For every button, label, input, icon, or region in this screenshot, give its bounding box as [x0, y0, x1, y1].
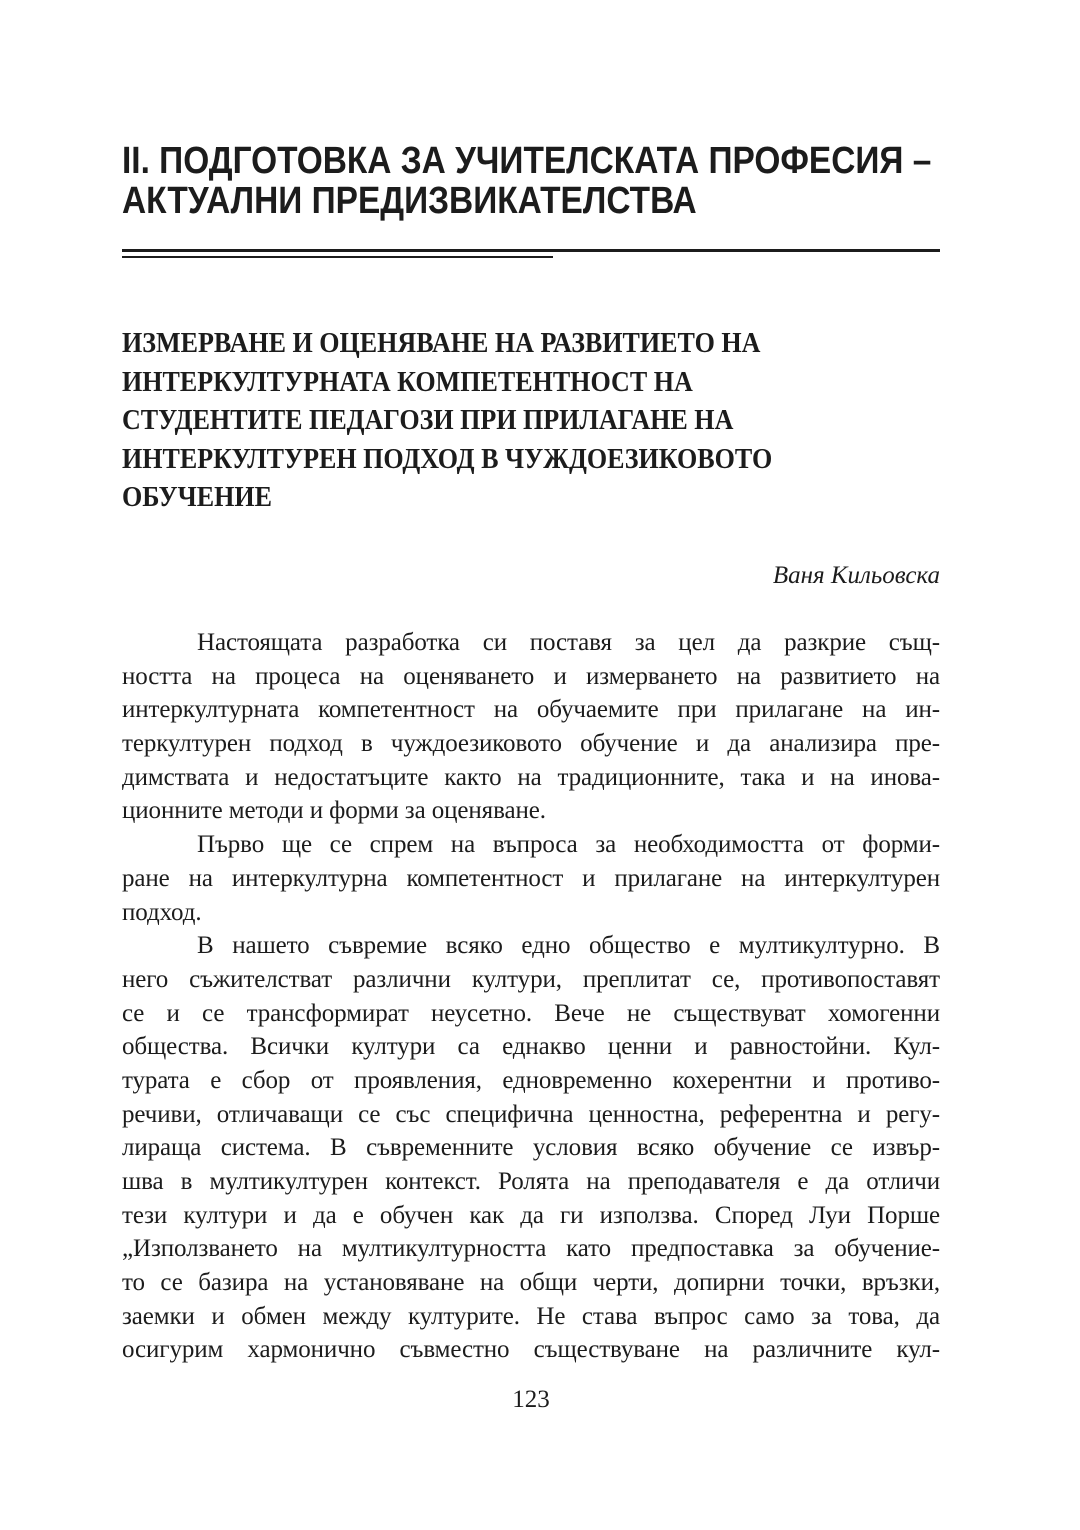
article-title-line: ИНТЕРКУЛТУРЕН ПОДХОД В ЧУЖДОЕЗИКОВОТО: [122, 443, 773, 475]
paragraph-line: лираща система. В съвременните условия всяко обучение се извър-: [122, 1134, 940, 1162]
paragraph-line: Настоящата разработка си поставя за цел да разкрие същ-: [197, 629, 940, 656]
paragraph-line: В нашето съвремие всяко едно общество е мултикултурно. В: [197, 932, 940, 960]
paragraph-line: подход.: [122, 898, 202, 926]
paragraph-line: теркултурен подход в чуждоезиковото обучение и да анализира пре-: [122, 730, 940, 758]
paragraph-line: Първо ще се спрем на въпроса за необходимостта от форми-: [197, 831, 940, 859]
paragraph-line: речиви, отличаващи се със специфична ценностна, референтна и регу-: [122, 1100, 940, 1128]
section-rule-thin: [122, 256, 553, 258]
paragraph-line: общества. Всички култури са еднакво ценни и равностойни. Кул-: [122, 1033, 940, 1061]
article-body: [122, 626, 940, 1367]
paragraph-3: [122, 929, 940, 1367]
paragraph-line: турата е сбор от проявления, едновременно кохерентни и противо-: [122, 1066, 940, 1094]
paragraph-line: „Използването на мултикултурността като предпоставка за обучение-: [122, 1235, 940, 1263]
article-title: [122, 325, 940, 518]
paragraph-line: осигурим хармонично съвместно съществуване на различните кул-: [122, 1336, 940, 1364]
paragraph-line: се и се трансформират неусетно. Вече не съществуват хомогенни: [122, 999, 940, 1027]
paragraph-line: заемки и обмен между културите. Не става въпрос само за това, да: [122, 1302, 940, 1330]
paragraph-line: димствата и недостатъците както на традиционните, така и на инова-: [122, 763, 940, 791]
section-heading-line: II. ПОДГОТОВКА ЗА УЧИТЕЛСКАТА ПРОФЕСИЯ –: [122, 140, 932, 182]
section-heading-line: АКТУАЛНИ ПРЕДИЗВИКАТЕЛСТВА: [122, 180, 697, 222]
article-title-line: ОБУЧЕНИЕ: [122, 482, 273, 513]
paragraph-line: шва в мултикултурен контекст. Ролята на преподавателя е да отличи: [122, 1168, 940, 1195]
paragraph-2: [122, 828, 940, 929]
paragraph-line: то се базира на установяване на общи черти, допирни точки, връзки,: [122, 1269, 940, 1297]
paragraph-line: ността на процеса на оценяването и измерването на развитието на: [122, 662, 940, 690]
article-title-line: ИНТЕРКУЛТУРНАТА КОМПЕТЕНТНОСТ НА: [122, 366, 693, 398]
paragraph-line: ране на интеркултурна компетентност и прилагане на интеркултурен: [122, 864, 940, 892]
article-title-line: СТУДЕНТИТЕ ПЕДАГОЗИ ПРИ ПРИЛАГАНЕ НА: [122, 405, 734, 436]
article-author: Ваня Кильовска: [772, 562, 940, 589]
paragraph-1: [122, 626, 940, 828]
paragraph-line: него съжителстват различни култури, преплитат се, противопоставят: [122, 965, 940, 993]
page-number: 123: [512, 1386, 550, 1413]
paragraph-line: ционните методи и форми за оценяване.: [122, 797, 546, 825]
section-rule-thick: [122, 249, 940, 252]
paragraph-line: интеркултурната компетентност на обучаемите при прилагане на ин-: [122, 696, 940, 724]
article-title-line: ИЗМЕРВАНЕ И ОЦЕНЯВАНЕ НА РАЗВИТИЕТО НА: [122, 328, 761, 359]
paragraph-line: тези култури и да е обучен как да ги използва. Според Луи Порше: [122, 1201, 940, 1229]
section-heading: [122, 141, 940, 221]
